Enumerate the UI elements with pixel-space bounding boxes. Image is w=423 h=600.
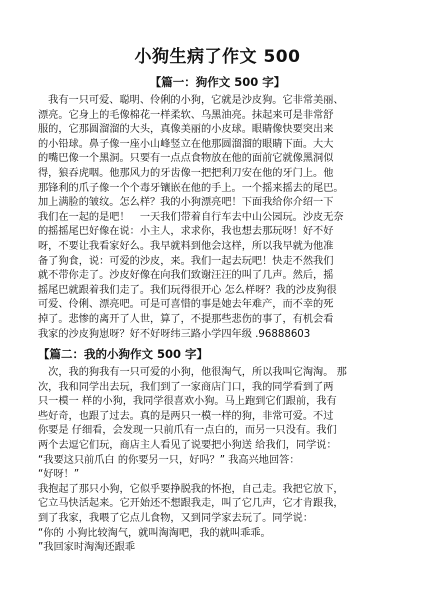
paragraph-line: “你的 小狗比较淘气，就叫淘淘吧，我的就叫乖乖。: [38, 527, 271, 539]
paragraph-line: 服的，它那圆溜溜的大头，真像美丽的小皮球。眼睛像快要突出来: [38, 124, 334, 136]
paragraph-line: 可爱、伶俐、漂亮吧。可是可喜惜的事是她去年难产，而不幸的死: [38, 299, 334, 311]
paragraph-line: 那锋利的爪子像一个个毒牙镶嵌在他的手上。一个摇来摇去的尾巴。: [38, 182, 344, 194]
paragraph-line: 加上满脸的皱纹。怎么样？我的小狗漂亮吧！下面我给你介绍一下: [38, 197, 334, 209]
paragraph-line: 的小铅球。鼻子像一座小山峰竖立在他那圆溜溜的眼睛下面。大大: [38, 138, 334, 150]
paragraph-line: 的摇摇尾巴好像在说：小主人，求求你，我也想去那玩呀！好不好: [38, 226, 334, 238]
section1-heading: 【篇一：狗作文 500 字】: [149, 75, 286, 89]
paragraph-line: 次，我的狗我有一只可爱的小狗，他很淘气，所以我叫它淘淘。 那: [38, 367, 347, 379]
paragraph-line: 只一模一 样的小狗，我同学很喜欢小狗。马上跑到它们跟前，我有: [38, 396, 337, 408]
paragraph-line: 掉了。悲惨的离开了人世，算了，不提那些悲伤的事了，有机会看: [38, 313, 334, 325]
section2-heading: 【篇二：我的小狗作文 500 字】: [38, 347, 209, 362]
document-title: 小狗生病了作文 500: [134, 47, 301, 67]
paragraph-line: 到了我家，我喂了它点儿食物，又到同学家去玩了。同学说：: [38, 513, 314, 525]
paragraph-line: “好呀！”: [38, 469, 80, 481]
paragraph-line: 我家的沙皮狗崽呀？好不好呀纬三路小学四年级 .96888603: [38, 328, 311, 340]
paragraph-line: 呀，不要让我看家好么。我早就料到他会这样，所以我早就为他准: [38, 240, 334, 252]
paragraph-line: 我们在一起的是吧！ 一天我们带着自行车去中山公园玩。沙皮无奈: [38, 211, 344, 223]
paragraph-line: 备了狗食，说：可爱的沙皮，来。我们一起去玩吧！快走不然我们: [38, 255, 334, 267]
paragraph-line: 得，狼吞虎咽。他那风力的牙齿像一把把利刀安在他的牙门上。他: [38, 167, 334, 179]
section1-body: [38, 94, 397, 342]
paragraph-line: 次，我和同学出去玩，我们到了一家商店门口，我的同学看到了两: [38, 381, 334, 393]
paragraph-line: 你要是 仔细看，会发现一只前爪有一点白的，而另一只没有。我们: [38, 425, 337, 437]
paragraph-line: 摇尾巴就跟着我们走了。我们玩得很开心 怎么样呀？我的沙皮狗很: [38, 284, 337, 296]
paragraph-line: “我要这只前爪白 的你要另一只，好吗？” 我高兴地回答：: [38, 454, 300, 466]
paragraph-line: 漂亮。它身上的毛像棉花一样柔软、乌黑油亮。抹起来可是非常舒: [38, 109, 334, 121]
paragraph-line: 我抱起了那只小狗，它似乎要挣脱我的怀抱，自己走。我把它放下，: [38, 483, 344, 495]
paragraph-line: 就不带你走了。沙皮好像在向我们致谢汪汪的叫了几声。然后，摇: [38, 270, 334, 282]
paragraph-line: 它立马快活起来。它开始还不想跟我走，叫了它几声，它才肯跟我，: [38, 498, 344, 510]
paragraph-line: 的嘴巴像一个黑洞。只要有一点点食物放在他的面前它就像黑洞似: [38, 153, 334, 165]
paragraph-line: 些好奇，也跟了过去。真的是两只一模一样的狗，非常可爱。不过: [38, 410, 334, 422]
paragraph-line: 我有一只可爱、聪明、伶俐的小狗，它就是沙皮狗。它非常美丽、: [38, 95, 344, 106]
section2-body: [38, 366, 397, 556]
paragraph-line: 两个去逗它们玩，商店主人看见了说要把小狗送 给我们，同学说：: [38, 440, 337, 452]
paragraph-line: ”我回家时淘淘还跟乖: [38, 542, 135, 554]
